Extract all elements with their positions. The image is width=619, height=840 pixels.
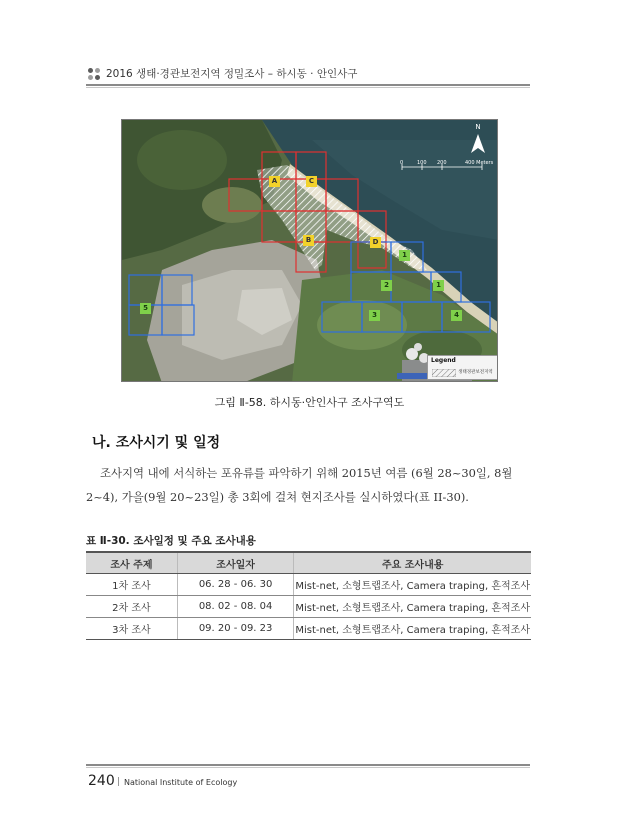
- map-legend: [427, 355, 498, 380]
- zone-label-c: C: [306, 176, 317, 187]
- running-header-title: 2016 생태·경관보전지역 정밀조사 – 하시동 · 안인사구: [106, 68, 358, 80]
- footer-rule: [86, 764, 530, 766]
- cell-topic: 2차 조사: [86, 596, 177, 618]
- scale-label-0: 0: [400, 160, 404, 166]
- table-row: [86, 596, 531, 618]
- cell-topic: 1차 조사: [86, 574, 177, 596]
- paragraph-line-2: 2~4), 가을(9월 20~23일) 총 3회에 걸쳐 현지조사를 실시하였다(표 II-30).: [86, 490, 469, 504]
- cell-date: 09. 20 - 09. 23: [177, 618, 294, 640]
- zone-label-2: 2: [381, 280, 392, 291]
- header-rule-thin: [86, 87, 530, 88]
- cell-date: 06. 28 - 06. 30: [177, 574, 294, 596]
- zone-label-1-upper: 1: [399, 250, 410, 261]
- zone-label-4: 4: [451, 310, 462, 321]
- zone-label-a: A: [269, 176, 280, 187]
- page-number: 240: [88, 773, 115, 789]
- table-title: 표 Ⅱ-30. 조사일정 및 주요 조사내용: [86, 535, 256, 547]
- scale-label-400: 400 Meters: [465, 160, 494, 166]
- zone-label-b: B: [303, 235, 314, 246]
- header-rule: [86, 84, 530, 86]
- paragraph-line-1: 조사지역 내에 서식하는 포유류를 파악하기 위해 2015년 여름 (6월 28~30일, 8월: [100, 466, 513, 480]
- zone-label-1-right: 1: [433, 280, 444, 291]
- figure-caption: 그림 Ⅱ-58. 하시동·안인사구 조사구역도: [214, 396, 405, 409]
- table-row: [86, 618, 531, 640]
- survey-schedule-table: [86, 551, 531, 640]
- legend-hatch-icon: [432, 369, 456, 377]
- zone-label-5: 5: [140, 303, 151, 314]
- footer-institute: National Institute of Ecology: [124, 778, 238, 787]
- header-dots-icon: [88, 68, 102, 82]
- zone-label-3: 3: [369, 310, 380, 321]
- footer-rule-thin: [86, 767, 530, 768]
- header-survey-date: 조사일자: [177, 552, 294, 574]
- north-label: N: [475, 123, 481, 131]
- legend-item-label: 생태경관보전지역: [458, 370, 493, 375]
- scale-label-200: 200: [437, 160, 447, 166]
- cell-date: 08. 02 - 08. 04: [177, 596, 294, 618]
- header-survey-topic: 조사 주제: [86, 552, 177, 574]
- cell-topic: 3차 조사: [86, 618, 177, 640]
- footer-separator: |: [117, 777, 121, 787]
- legend-title: Legend: [431, 357, 456, 364]
- header-survey-content: 주요 조사내용: [294, 552, 531, 574]
- section-heading: 나. 조사시기 및 일정: [92, 435, 221, 451]
- cell-content: Mist-net, 소형트랩조사, Camera traping, 흔적조사: [294, 618, 531, 640]
- survey-area-map: [121, 119, 498, 382]
- table-row: [86, 574, 531, 596]
- table-header-row: [86, 552, 531, 574]
- body-paragraph: [86, 461, 532, 509]
- zone-label-d: D: [370, 237, 381, 248]
- cell-content: Mist-net, 소형트랩조사, Camera traping, 흔적조사: [294, 574, 531, 596]
- cell-content: Mist-net, 소형트랩조사, Camera traping, 흔적조사: [294, 596, 531, 618]
- scale-label-100: 100: [417, 160, 427, 166]
